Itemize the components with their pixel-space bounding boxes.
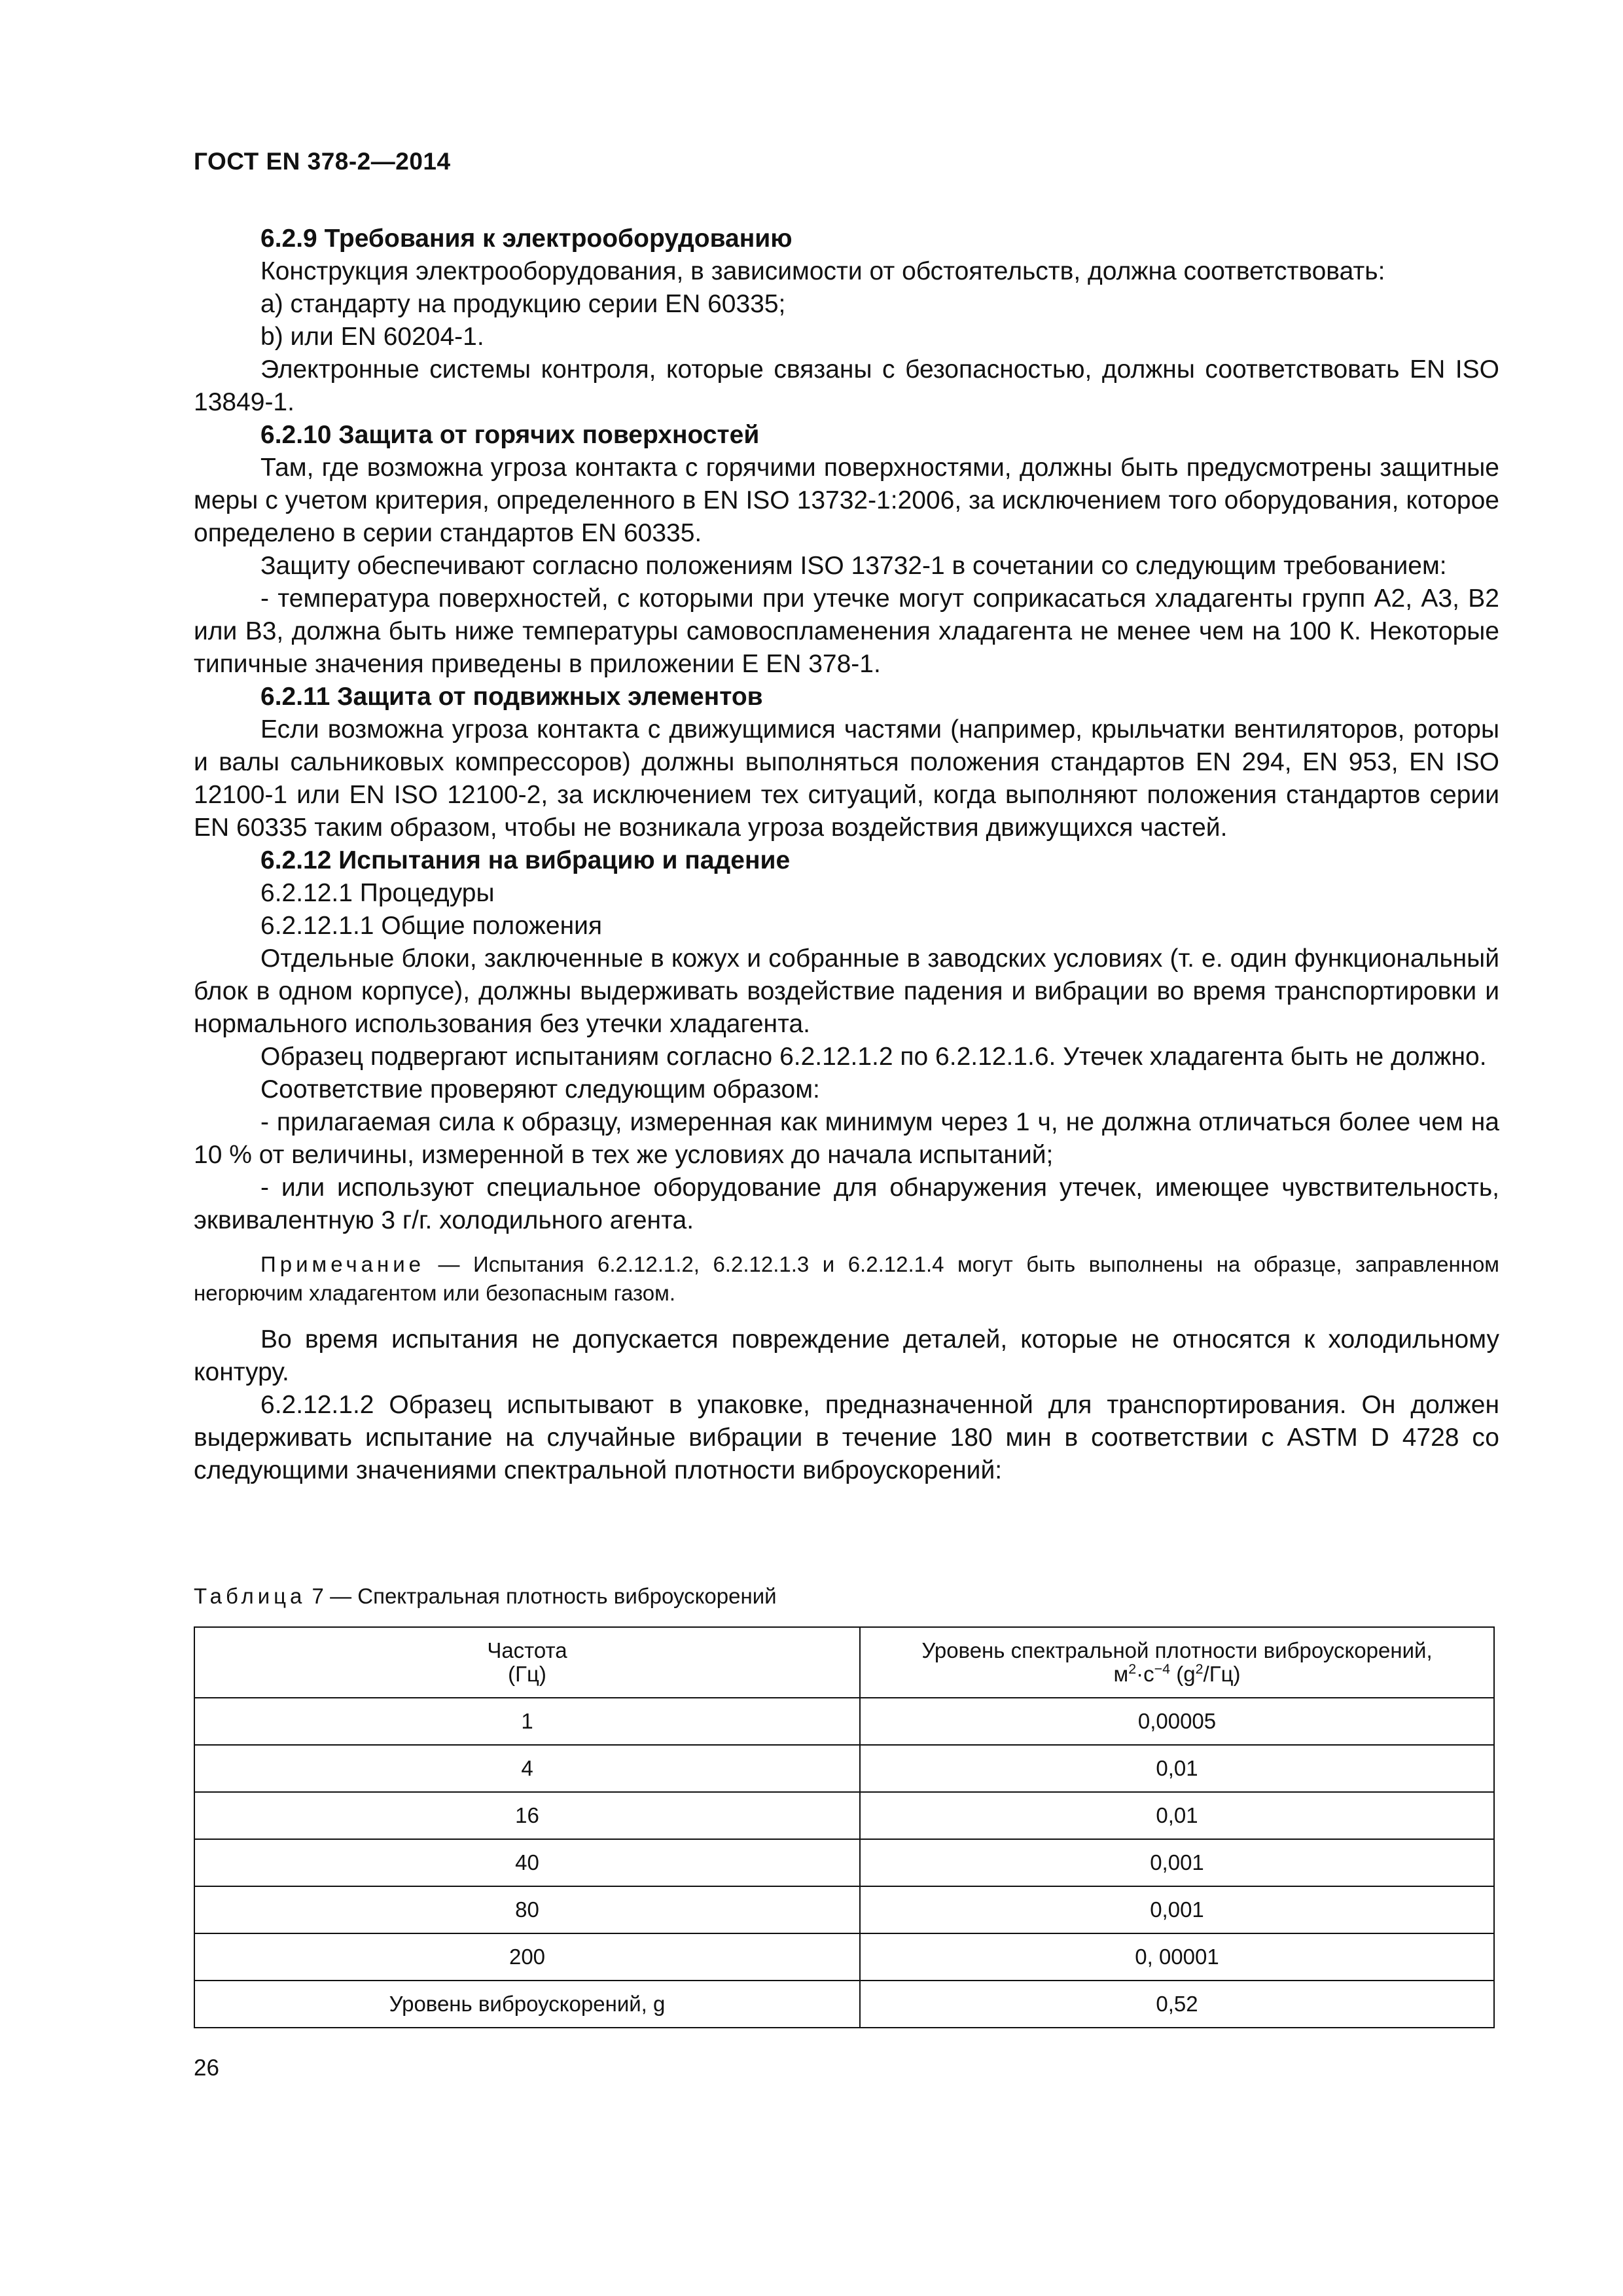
- table-header-row: [194, 1627, 1494, 1698]
- paragraph: Соответствие проверяют следующим образом:: [260, 1075, 820, 1103]
- table-row: [194, 1839, 1494, 1886]
- list-item: a) стандарту на продукцию серии EN 60335;: [260, 290, 786, 318]
- unit-exp: 2: [1128, 1661, 1137, 1677]
- table-row: [194, 1886, 1494, 1933]
- list-item: b) или EN 60204-1.: [260, 323, 484, 351]
- section-heading-6-2-10: 6.2.10 Защита от горячих поверхностей: [260, 421, 760, 449]
- table-row: [194, 1981, 1494, 2028]
- list-item: - или используют специальное оборудование для обнаружения утечек, имеющее чувствительность, эквивалентную 3 г/г. холодильного агента.: [194, 1174, 1499, 1234]
- paragraph: 6.2.12.1.2 Образец испытывают в упаковке, предназначенной для транспортирования. Он должен выдерживать испытание на случайные вибрации в течение 180 мин в соответствии с ASTM D 4728 со следующими значениями спектральной плотности виброускорений:: [194, 1391, 1499, 1484]
- frequency-cell: 200: [194, 1933, 860, 1981]
- section-heading-6-2-12: 6.2.12 Испытания на вибрацию и падение: [260, 846, 791, 874]
- header-spectral-label: Уровень спектральной плотности виброускорений,: [921, 1638, 1433, 1662]
- table-caption-label: Таблица: [194, 1584, 306, 1608]
- note: [194, 1250, 1499, 1308]
- section-heading-6-2-11: 6.2.11 Защита от подвижных элементов: [260, 683, 763, 711]
- paragraph: Там, где возможна угроза контакта с горячими поверхностями, должны быть предусмотрены защитные меры с учетом критерия, определенного в EN ISO 13732-1:2006, за исключением того оборудования, которое определено в серии стандартов EN 60335.: [194, 454, 1499, 547]
- document-code: ГОСТ EN 378-2—2014: [194, 148, 451, 175]
- list-item: - температура поверхностей, с которыми при утечке могут соприкасаться хладагенты групп А2, А3, В2 или В3, должна быть ниже температуры самовоспламенения хладагента не менее чем на 100 К. Некоторые типичные значения приведены в приложении Е EN 378-1.: [194, 584, 1499, 678]
- table-caption: [194, 1584, 777, 1609]
- subsection-heading: 6.2.12.1 Процедуры: [260, 879, 495, 907]
- paragraph: Конструкция электрооборудования, в зависимости от обстоятельств, должна соответствовать:: [260, 257, 1385, 285]
- page-number: 26: [194, 2055, 219, 2081]
- table-row: [194, 1698, 1494, 1745]
- header-frequency-unit: (Гц): [508, 1662, 546, 1686]
- level-cell: 0,001: [860, 1839, 1494, 1886]
- frequency-cell: 40: [194, 1839, 860, 1886]
- paragraph: Электронные системы контроля, которые связаны с безопасностью, должны соответствовать EN ISO 13849-1.: [194, 355, 1499, 416]
- header-spectral-unit: [1114, 1662, 1241, 1686]
- list-item: - прилагаемая сила к образцу, измеренная как минимум через 1 ч, не должна отличаться более чем на 10 % от величины, измеренной в тех же условиях до начала испытаний;: [194, 1108, 1499, 1169]
- frequency-cell: 16: [194, 1792, 860, 1839]
- table-row: [194, 1933, 1494, 1981]
- table-caption-text: 7 — Спектральная плотность виброускорений: [306, 1584, 777, 1608]
- frequency-cell: 80: [194, 1886, 860, 1933]
- document-body: [194, 223, 1499, 1487]
- note-label: Примечание: [260, 1252, 425, 1276]
- frequency-cell: 4: [194, 1745, 860, 1792]
- frequency-cell: 1: [194, 1698, 860, 1745]
- header-frequency-label: Частота: [487, 1638, 567, 1662]
- unit-hz: /Гц): [1203, 1662, 1241, 1686]
- level-cell: 0,001: [860, 1886, 1494, 1933]
- paragraph: Отдельные блоки, заключенные в кожух и собранные в заводских условиях (т. е. один функциональный блок в одном корпусе), должны выдерживать воздействие падения и вибрации во время транспортировки и нормального использования без утечки хладагента.: [194, 944, 1499, 1038]
- paragraph: Во время испытания не допускается повреждение деталей, которые не относятся к холодильному контуру.: [194, 1325, 1499, 1386]
- unit-g: (g: [1170, 1662, 1196, 1686]
- unit-s: ·с: [1136, 1662, 1154, 1686]
- paragraph: Если возможна угроза контакта с движущимися частями (например, крыльчатки вентиляторов, роторы и валы сальниковых компрессоров) должны выполняться положения стандартов EN 294, EN 953, EN ISO 12100-1 или EN ISO 12100-2, за исключением тех ситуаций, когда выполняют положения стандартов серии EN 60335 таким образом, чтобы не возникала угроза воздействия движущихся частей.: [194, 715, 1499, 842]
- header-spectral-level: [860, 1627, 1494, 1698]
- level-cell: 0, 00001: [860, 1933, 1494, 1981]
- unit-exp: −4: [1154, 1661, 1171, 1677]
- level-cell: 0,01: [860, 1745, 1494, 1792]
- unit-exp: 2: [1195, 1661, 1204, 1677]
- paragraph: Защиту обеспечивают согласно положениям ISO 13732-1 в сочетании со следующим требованием:: [260, 552, 1447, 580]
- unit-m: м: [1113, 1662, 1129, 1686]
- level-cell: 0,00005: [860, 1698, 1494, 1745]
- table-row: [194, 1792, 1494, 1839]
- table-row: [194, 1745, 1494, 1792]
- header-frequency: [194, 1627, 860, 1698]
- subsection-heading: 6.2.12.1.1 Общие положения: [260, 912, 603, 940]
- total-value-cell: 0,52: [860, 1981, 1494, 2028]
- total-label-cell: Уровень виброускорений, g: [194, 1981, 860, 2028]
- section-heading-6-2-9: 6.2.9 Требования к электрооборудованию: [260, 224, 793, 253]
- level-cell: 0,01: [860, 1792, 1494, 1839]
- spectral-density-table: [194, 1626, 1495, 2028]
- note-text: — Испытания 6.2.12.1.2, 6.2.12.1.3 и 6.2.12.1.4 могут быть выполнены на образце, заправленном негорючим хладагентом или безопасным газом.: [194, 1252, 1499, 1305]
- paragraph: Образец подвергают испытаниям согласно 6.2.12.1.2 по 6.2.12.1.6. Утечек хладагента быть не должно.: [260, 1043, 1487, 1071]
